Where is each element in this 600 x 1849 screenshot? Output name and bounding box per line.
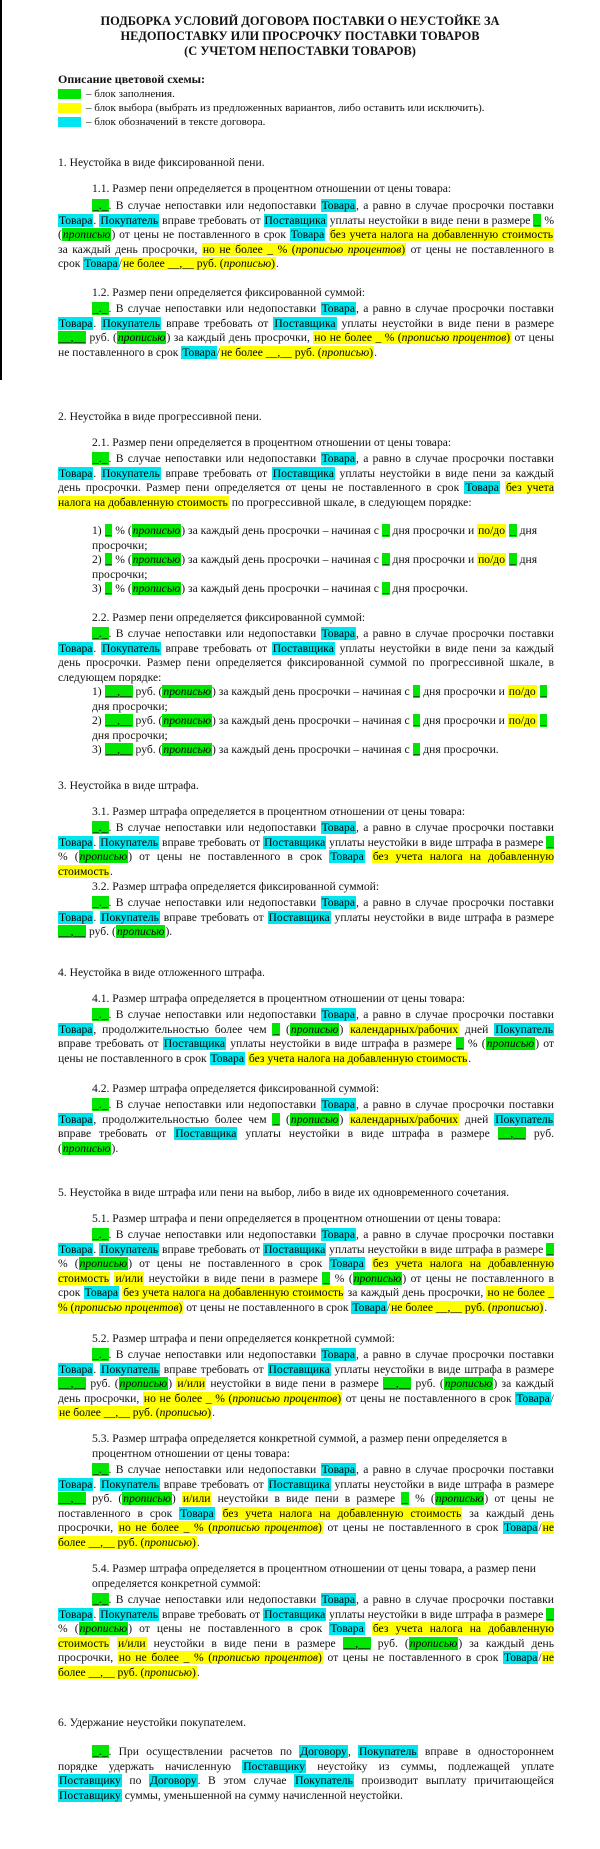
title-line-1: ПОДБОРКА УСЛОВИЙ ДОГОВОРА ПОСТАВКИ О НЕУСТОЙКЕ ЗА — [100, 14, 500, 28]
section-5-1-heading: 5.1. Размер штрафа и пени определяется в процентном отношении от цены товара: — [92, 1212, 501, 1225]
legend-item-fill: – блок заполнения. — [58, 88, 175, 100]
section-5-2-text: _._. В случае непоставки или недопоставки Товара, а равно в случае просрочки поставки Товара. Покупатель вправе требовать от Поставщика уплаты неустойки в виде штрафа в размере __,__ руб. (прописью) и/или неустойки в виде пени в размере __,__ руб. (прописью) за каждый день просрочки, но не более _ % (прописью процентов) от цены не поставленного в срок Товара/не более __,__ руб. (прописью). — [58, 1348, 555, 1419]
section-1-1-text: _._. В случае непоставки или недопоставки Товара, а равно в случае просрочки поставки Товара. Покупатель вправе требовать от Поставщика уплаты неустойки в виде пени в размере _ % (прописью) от цены не поставленного в срок Товара без учета налога на добавленную стоимость за каждый день просрочки, но не более _ % (прописью процентов) от цены не поставленного в срок Товара/не более __,__ руб. (прописью). — [58, 199, 554, 270]
section-2-2-text: _._. В случае непоставки или недопоставки Товара, а равно в случае просрочки поставки Товара. Покупатель вправе требовать от Поставщика уплаты неустойки в виде пени за каждый день просрочки. Размер пени определяется фиксированной суммой по прогрессивной шкале, в следующем порядке: — [58, 627, 554, 684]
legend-heading: Описание цветовой схемы: — [58, 72, 205, 86]
section-3-2-heading: 3.2. Размер штрафа определяется фиксированной суммой: — [92, 880, 380, 893]
section-4-1-heading: 4.1. Размер штрафа определяется в процентном отношении от цены товара: — [92, 992, 466, 1005]
section-2-1-item-1: 1) _ % (прописью) за каждый день просрочки – начиная с _ дня просрочки и по/до _ дня просрочки; — [92, 524, 538, 552]
section-5-3-text: _._. В случае непоставки или недопоставки Товара, а равно в случае просрочки поставки Товара. Покупатель вправе требовать от Поставщика уплаты неустойки в виде штрафа в размере __,__ руб. (прописью) и/или неустойки в виде пени в размере _ % (прописью) от цены не поставленного в срок Товара без учета налога на добавленную стоимость за каждый день просрочки, но не более _ % (прописью процентов) от цены не поставленного в срок Товара/не более __,__ руб. (прописью). — [58, 1463, 555, 1549]
section-6-heading: 6. Удержание неустойки покупателем. — [58, 1716, 246, 1729]
section-2-1-item-2: 2) _ % (прописью) за каждый день просрочки – начиная с _ дня просрочки и по/до _ дня просрочки; — [92, 553, 538, 581]
section-4-1-text: _._. В случае непоставки или недопоставки Товара, а равно в случае просрочки поставки Товара, продолжительностью более чем _ (прописью) календарных/рабочих дней Покупатель вправе требовать от Поставщика уплаты неустойки в виде штрафа в размере _ % (прописью) от цены не поставленного в срок Товара без учета налога на добавленную стоимость. — [58, 1008, 554, 1065]
section-2-2-item-1: 1) __,__ руб. (прописью) за каждый день просрочки – начиная с _ дня просрочки и по/до _ дня просрочки; — [92, 685, 547, 713]
section-2-2-item-2: 2) __,__ руб. (прописью) за каждый день просрочки – начиная с _ дня просрочки и по/до _ дня просрочки; — [92, 714, 547, 742]
title-line-3: (С УЧЕТОМ НЕПОСТАВКИ ТОВАРОВ) — [184, 44, 416, 58]
document-title — [40, 14, 560, 59]
section-5-heading: 5. Неустойка в виде штрафа или пени на выбор, либо в виде их одновременного сочетания. — [58, 1186, 510, 1199]
section-3-1-heading: 3.1. Размер штрафа определяется в процентном отношении от цены товара: — [92, 805, 466, 818]
section-5-3-heading: 5.3. Размер штрафа определяется конкретной суммой, а размер пени определяется в процентном отношении от цены товара: — [92, 1432, 508, 1460]
section-2-2-item-3: 3) __,__ руб. (прописью) за каждый день просрочки – начиная с _ дня просрочки. — [92, 743, 499, 756]
section-4-2-heading: 4.2. Размер штрафа определяется фиксированной суммой: — [92, 1082, 380, 1095]
green-swatch — [58, 89, 81, 99]
section-5-1-text: _._. В случае непоставки или недопоставки Товара, а равно в случае просрочки поставки Товара. Покупатель вправе требовать от Поставщика уплаты неустойки в виде штрафа в размере _ % (прописью) от цены не поставленного в срок Товара без учета налога на добавленную стоимость и/или неустойки в виде пени в размере _ % (прописью) от цены не поставленного в срок Товара без учета налога на добавленную стоимость за каждый день просрочки, но не более _ % (прописью процентов) от цены не поставленного в срок Товара/не более __,__ руб. (прописью). — [58, 1228, 554, 1314]
section-5-4-text: _._. В случае непоставки или недопоставки Товара, а равно в случае просрочки поставки Товара. Покупатель вправе требовать от Поставщика уплаты неустойки в виде штрафа в размере _ % (прописью) от цены не поставленного в срок Товара без учета налога на добавленную стоимость и/или неустойки в виде пени в размере __,__ руб. (прописью) за каждый день просрочки, но не более _ % (прописью процентов) от цены не поставленного в срок Товара/не более __,__ руб. (прописью). — [58, 1593, 555, 1679]
legend-item-terms: – блок обозначений в тексте договора. — [58, 116, 265, 128]
section-5-2-heading: 5.2. Размер штрафа и пени определяется конкретной суммой: — [92, 1332, 395, 1345]
section-5-4-heading: 5.4. Размер штрафа определяется в процентном отношении от цены товара, а размер пени определяется конкретной суммой: — [92, 1562, 537, 1590]
section-2-1-text: _._. В случае непоставки или недопоставки Товара, а равно в случае просрочки поставки Товара. Покупатель вправе требовать от Поставщика уплаты неустойки в виде пени за каждый день просрочки. Размер пени определяется от цены не поставленного в срок Товара без учета налога на добавленную стоимость по прогрессивной шкале, в следующем порядке: — [58, 452, 554, 509]
section-2-heading: 2. Неустойка в виде прогрессивной пени. — [58, 410, 262, 423]
section-2-2-heading: 2.2. Размер пени определяется фиксированной суммой: — [92, 611, 366, 624]
cyan-swatch — [58, 117, 81, 127]
section-2-1-heading: 2.1. Размер пени определяется в процентном отношении от цены товара: — [92, 436, 452, 449]
section-1-2-heading: 1.2. Размер пени определяется фиксированной суммой: — [92, 286, 366, 299]
left-margin-bar — [0, 0, 2, 380]
section-3-heading: 3. Неустойка в виде штрафа. — [58, 779, 199, 792]
section-6-text: _._. При осуществлении расчетов по Договору, Покупатель вправе в одностороннем порядке удержать начисленную Поставщику неустойку из суммы, подлежащей уплате Поставщику по Договору. В этом случае Покупатель производит выплату причитающейся Поставщику суммы, уменьшенной на сумму начисленной неустойки. — [58, 1745, 555, 1802]
section-1-2-text: _._. В случае непоставки или недопоставки Товара, а равно в случае просрочки поставки Товара. Покупатель вправе требовать от Поставщика уплаты неустойки в виде пени в размере __,__ руб. (прописью) за каждый день просрочки, но не более _ % (прописью процентов) от цены не поставленного в срок Товара/не более __,__ руб. (прописью). — [58, 302, 555, 359]
section-4-2-text: _._. В случае непоставки или недопоставки Товара, а равно в случае просрочки поставки Товара, продолжительностью более чем _ (прописью) календарных/рабочих дней Покупатель вправе требовать от Поставщика уплаты неустойки в виде штрафа в размере __,__ руб. (прописью). — [58, 1098, 555, 1155]
yellow-swatch — [58, 103, 81, 113]
section-4-heading: 4. Неустойка в виде отложенного штрафа. — [58, 966, 265, 979]
section-1-heading: 1. Неустойка в виде фиксированной пени. — [58, 156, 265, 169]
legend-item-choice: – блок выбора (выбрать из предложенных вариантов, либо оставить или исключить). — [58, 102, 485, 114]
section-1-1-heading: 1.1. Размер пени определяется в процентном отношении от цены товара: — [92, 182, 452, 195]
section-3-1-text: _._. В случае непоставки или недопоставки Товара, а равно в случае просрочки поставки Товара. Покупатель вправе требовать от Поставщика уплаты неустойки в виде штрафа в размере _ % (прописью) от цены не поставленного в срок Товара без учета налога на добавленную стоимость. — [58, 821, 554, 878]
section-3-2-text: _._. В случае непоставки или недопоставки Товара, а равно в случае просрочки поставки Товара. Покупатель вправе требовать от Поставщика уплаты неустойки в виде штрафа в размере __,__ руб. (прописью). — [59, 896, 554, 938]
section-2-1-item-3: 3) _ % (прописью) за каждый день просрочки – начиная с _ дня просрочки. — [92, 582, 468, 595]
title-line-2: НЕДОПОСТАВКУ ИЛИ ПРОСРОЧКУ ПОСТАВКИ ТОВАРОВ — [120, 29, 480, 43]
